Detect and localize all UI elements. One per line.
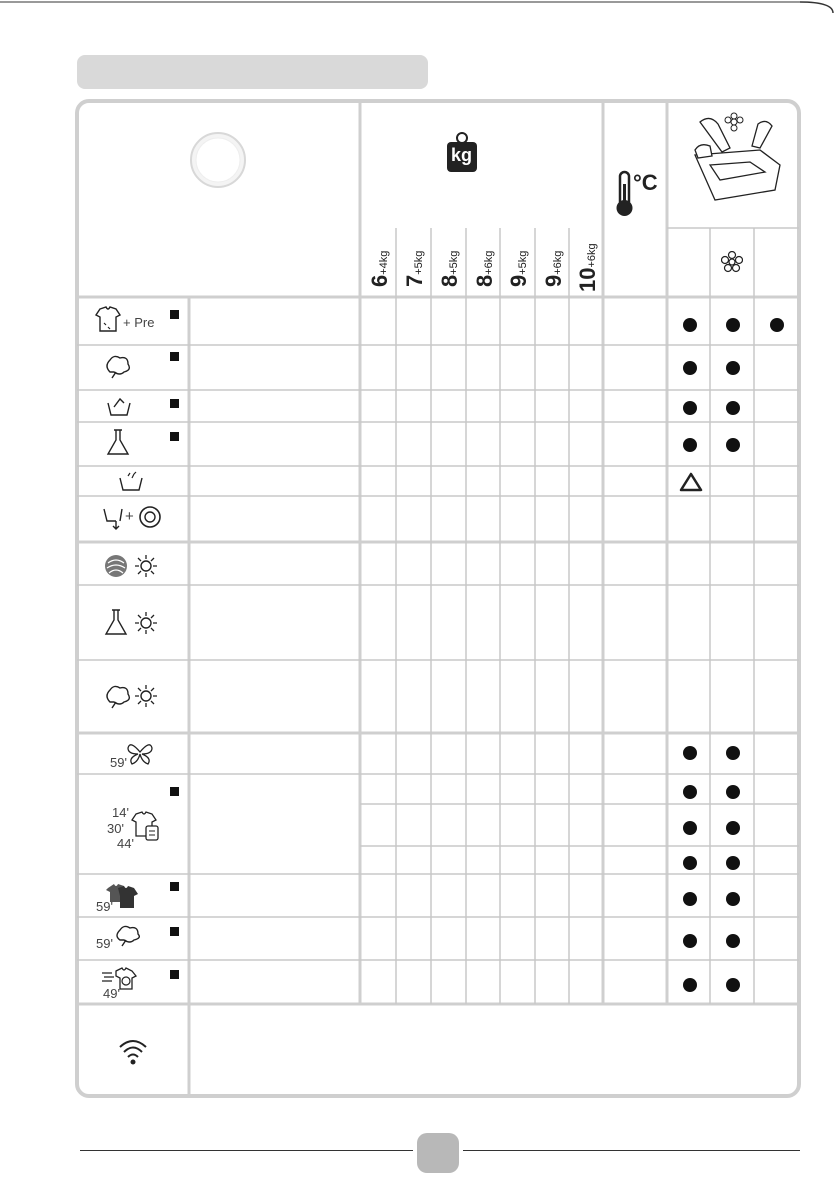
time-59-label: 59' <box>96 899 113 914</box>
load-9-5-label: 9+5kg <box>506 250 531 287</box>
load-7-5-label: 7+5kg <box>402 250 427 287</box>
detergent-dot <box>683 892 697 906</box>
load-10-6-label: 10+6kg <box>575 243 600 292</box>
footer-rule-left <box>80 1150 413 1151</box>
detergent-dot <box>683 978 697 992</box>
whites-prewash-icon <box>92 305 124 337</box>
selectable-square <box>170 352 179 361</box>
detergent-dot <box>726 934 740 948</box>
time-14-label: 14' <box>112 805 129 820</box>
synthetic-dry-icon <box>104 608 160 638</box>
time-59-label: 59' <box>110 755 127 770</box>
cotton-dry-icon <box>102 682 160 712</box>
detergent-dot <box>683 934 697 948</box>
load-9-6-label: 9+6kg <box>541 250 566 287</box>
detergent-dot <box>683 856 697 870</box>
footer-rule-right <box>463 1150 800 1151</box>
sport-fast-icon <box>100 965 142 991</box>
wool-dry-icon <box>104 553 160 579</box>
detergent-dot <box>770 318 784 332</box>
load-8-5-label: 8+5kg <box>437 250 462 287</box>
detergent-drawer-icon <box>690 110 785 205</box>
synthetic-flask-icon <box>106 428 130 458</box>
cotton-59-icon <box>114 924 144 948</box>
selectable-square <box>170 310 179 319</box>
rinse-triangle-icon <box>679 472 703 492</box>
detergent-dot <box>683 438 697 452</box>
detergent-dot <box>726 361 740 375</box>
detergent-dot <box>683 785 697 799</box>
time-44-label: 44' <box>117 836 134 851</box>
detergent-dot <box>726 892 740 906</box>
detergent-dot <box>726 318 740 332</box>
detergent-dot <box>726 746 740 760</box>
load-6-4-label: 6+4kg <box>367 250 392 287</box>
time-30-label: 30' <box>107 821 124 836</box>
page-number-box <box>417 1133 459 1173</box>
delicate-butterfly-icon <box>124 738 158 766</box>
detergent-dot <box>726 856 740 870</box>
temperature-unit: °C <box>633 170 658 195</box>
time-59-label: 59' <box>96 936 113 951</box>
rapid-shirt-icon <box>130 810 162 844</box>
cotton-icon <box>102 352 134 380</box>
rinse-icon <box>118 470 144 494</box>
time-49-label: 49' <box>103 986 120 1001</box>
handwash-icon <box>106 393 132 419</box>
plus-label: + <box>125 508 134 525</box>
detergent-dot <box>726 978 740 992</box>
selectable-square <box>170 882 179 891</box>
detergent-dot <box>683 401 697 415</box>
selectable-square <box>170 432 179 441</box>
detergent-dot <box>683 821 697 835</box>
detergent-dot <box>683 361 697 375</box>
detergent-dot <box>726 438 740 452</box>
load-8-6-label: 8+6kg <box>472 250 497 287</box>
detergent-dot <box>683 746 697 760</box>
detergent-dot <box>726 821 740 835</box>
softener-flower-icon <box>721 251 743 273</box>
selectable-square <box>170 787 179 796</box>
wifi-icon <box>118 1037 148 1067</box>
detergent-dot <box>683 318 697 332</box>
detergent-dot <box>726 785 740 799</box>
selectable-square <box>170 399 179 408</box>
prewash-label: + Pre <box>123 315 155 330</box>
selectable-square <box>170 927 179 936</box>
detergent-dot <box>726 401 740 415</box>
weight-kg-label: kg <box>451 145 473 165</box>
programme-dial-icon <box>188 131 248 191</box>
mix-dark-icon <box>104 880 144 910</box>
selectable-square <box>170 970 179 979</box>
